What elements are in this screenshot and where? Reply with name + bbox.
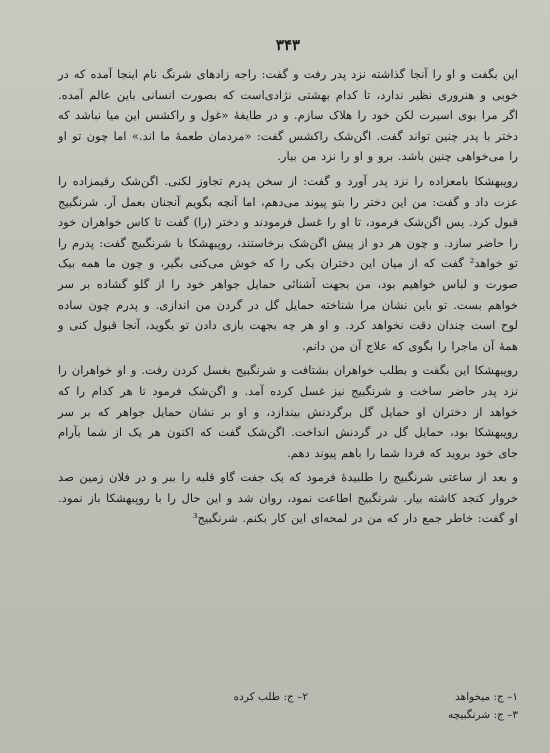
paragraph-2: روپبهشکا بامعزاده را نزد پدر آورد و گفت: از سخن پدرم تجاوز لکنی. اگن‌شک رقیمزاده را عزت داد و گفت: من این دختر را بتو پیوند می‌دهم، اما آنچه بگویم آنجنان بعمل آر. شرنگبیج قبول کرد. پس اگن‌شک فرمود، تا او را غسل فرمودند و دختر (را) گفت تا کاس خواهران خود را حاضر سازد. و چون هر دو از پیش اگن‌شک برخاستند، روپبهشکا با شرنگبیج گفت: پدرم را تو خواهد² گفت که از میان این دختران یکی را که خوش می‌کنی بگیر، و چون ما همه بیک صورت و لباس خواهیم بود، من بجهت آشنائی حمایل جواهر خود را از گلو گشاده بر سر خواهم بست. تو باین نشان مرا شناخته حمایل گل در گردن من اندازی. و پدرم چون ساده لوح است چندان دقت نخواهد کرد. و او هر چه بجهت بازی دادن تو بگوید، آنجا قبول کنی و همهٔ آن ماجرا را بگوی که علاج آن من دانم. [58, 173, 518, 353]
footnote-3: ۳– ج: شرنگبیچه [448, 709, 518, 721]
footnote-1: ۱– ج: میخواهد [455, 691, 518, 703]
paragraph-4: و بعد از ساعتی شرنگبیج را طلبیدهٔ فرمود که یک جفت گاو قلبه را ببر و در فلان زمین صد خروار کنجد کاشته بیار. شرنگبیج اطاعت نمود، روان شد و این حال را با روپبهشکا باز نمود. او گفت: خاطر جمع دار که من در لمحه‌ای این کار بکنم. شرنگبیج³ [58, 470, 518, 526]
footnote-2: ۲– ج: طلب کرده [233, 691, 308, 703]
paragraph-1: این بگفت و او را آنجا گذاشته نزد پدر رفت و گفت: راجه زادهای شرنگ نام اینجا آمده که در خوبی و هنروری نظیر ندارد، تا کدام بهشتی نژادی‌است که بصورت انسانی باین عالم آمده. اگر مرا بوی اسیرت لکن خود را هلاک سازم. و در طایفهٔ «غول و راکشس این میا نباشد که دختر با پدر چنین تواند گفت. اگن‌شک راکشس گفت: «مردمان طعمهٔ ما اند.» اما چون تو او را می‌خواهی چنین باشد. برو و او را نزد من بیار. [58, 67, 518, 164]
footnotes-right-column [378, 688, 518, 724]
page-number: ۳۴۳ [275, 36, 301, 54]
footnotes-left-column [168, 688, 308, 706]
paragraph-3: روپبهشکا این بگفت و بطلب خواهران بشتافت و شرنگبیج بغسل کردن رفت. و او خواهران را نزد پدر حاضر ساخت و شرنگبیج نیز غسل کرده آمد. و اگن‌شک فرمود تا هر کدام را که خواهد از دختران او حمایل گل برگردنش بیندازد، و او بر نشان حمایل جواهر که بر سر روپبهشکا بود، حمایل گل در گردنش انداخت. اگن‌شک گفت که اکنون هر یک از شما بآرام جای خود بروید که فردا شما را باهم پیوند دهم. [58, 363, 518, 460]
page-body [58, 36, 518, 529]
